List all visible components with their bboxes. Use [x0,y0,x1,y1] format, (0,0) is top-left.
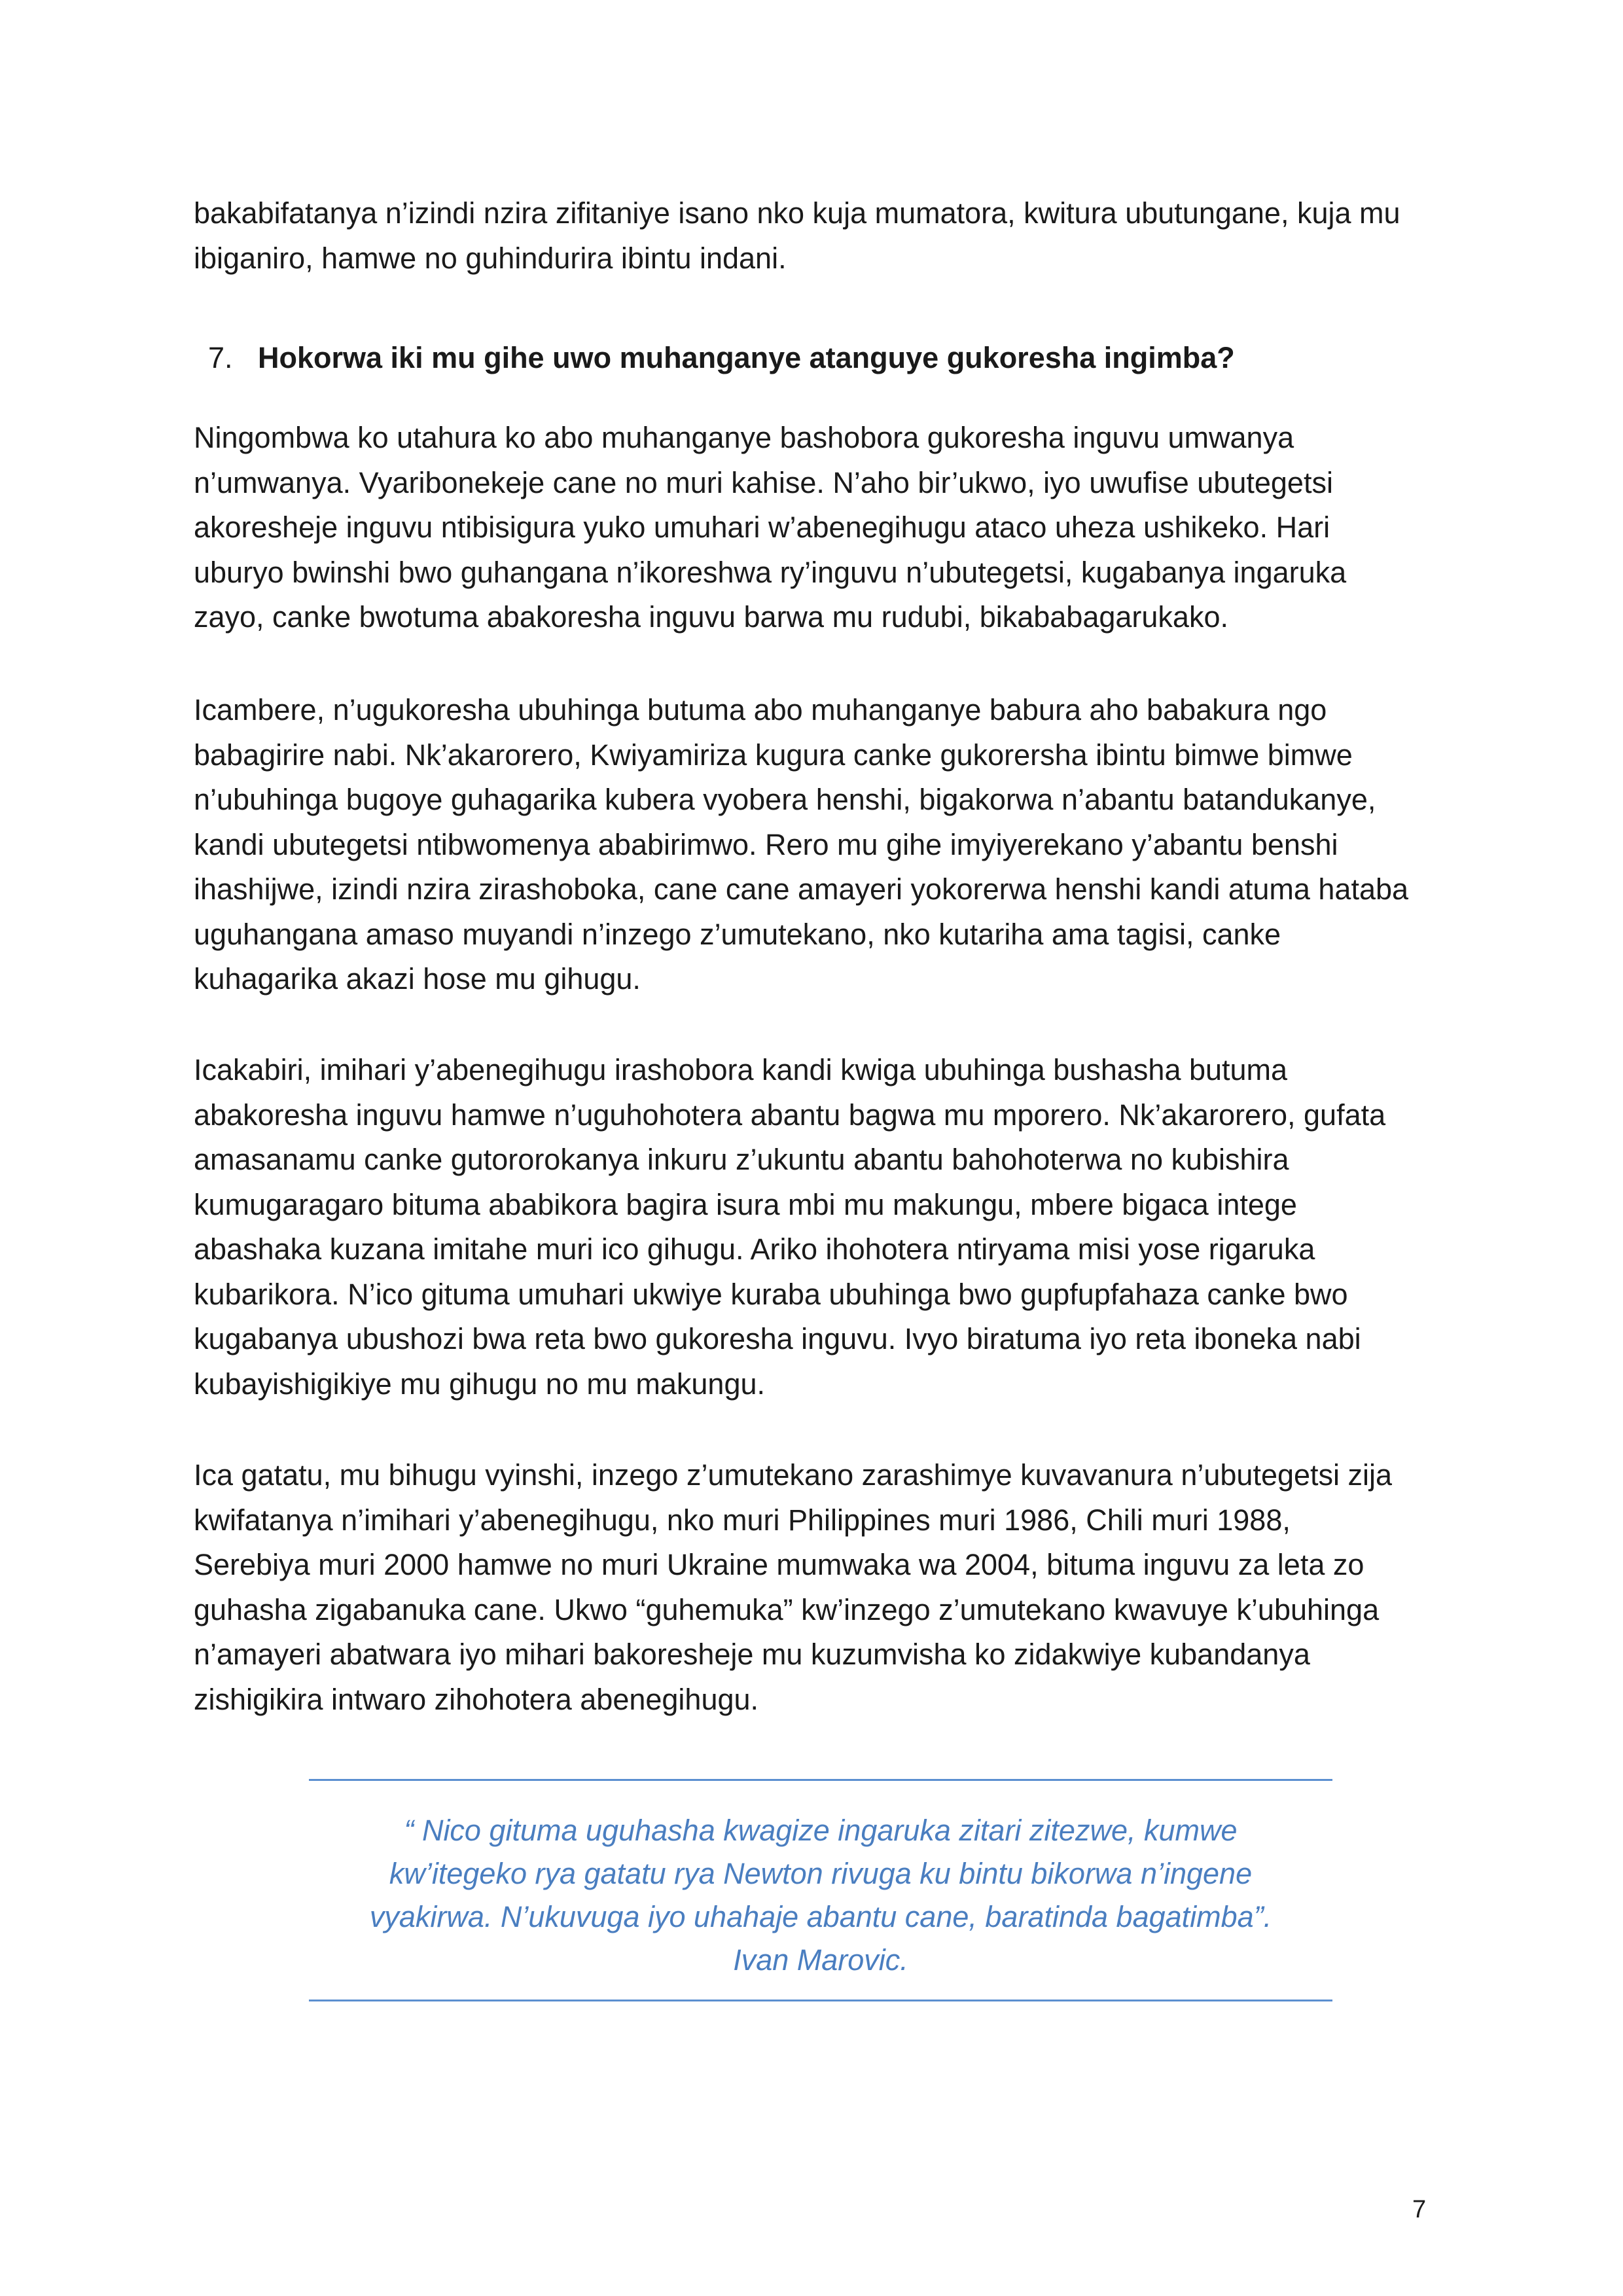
quote-bottom-divider [309,2000,1332,2001]
quote-line: kw’itegeko rya gatatu rya Newton rivuga ku bintu bikorwa n’ingene [389,1857,1253,1890]
quote-author: Ivan Marovic. [733,1943,908,1977]
body-paragraph: Ningombwa ko utahura ko abo muhanganye bashobora gukoresha inguvu umwanya n’umwanya. Vyaribonekeje cane no muri kahise. N’aho bir’ukwo, iyo uwufise ubutegetsi akoresheje inguvu ntibisigura yuko umuhari w’abenegihugu ataco uheza ushikeko. Hari uburyo bwinshi bwo guhangana n’ikoreshwa ry’inguvu n’ubutegetsi, kugabanya ingaruka zayo, canke bwotuma abakoresha inguvu barwa mu rudubi, bikababagarukako. [194,421,1347,634]
pull-quote [309,1809,1332,1982]
page-number: 7 [1412,2196,1427,2223]
intro-paragraph: bakabifatanya n’izindi nzira zifitaniye isano nko kuja mumatora, kwitura ubutungane, kuja mu ibiganiro, hamwe no guhindurira ibintu indani. [194,196,1400,275]
body-paragraph: Icambere, n’ugukoresha ubuhinga butuma abo muhanganye babura aho babakura ngo babagirire nabi. Nk’akarorero, Kwiyamiriza kugura canke gukorersha ibintu bimwe bimwe n’ubuhinga bugoye guhagarika kubera vyobera henshi, bigakorwa n’abantu batandukanye, kandi ubutegetsi ntibwomenya ababirimwo. Rero mu gihe imyiyerekano y’abantu benshi ihashijwe, izindi nzira zirashoboka, cane cane amayeri yokorerwa henshi kandi atuma hataba uguhangana amaso muyandi n’inzego z’umutekano, nko kutariha ama tagisi, canke kuhagarika akazi hose mu gihugu. [194,693,1409,996]
body-paragraph: Icakabiri, imihari y’abenegihugu irashobora kandi kwiga ubuhinga bushasha butuma abakoresha inguvu hamwe n’uguhohotera abantu bagwa mu mporero. Nk’akarorero, gufata amasanamu canke gutororokanya inkuru z’ukuntu abantu bahohoterwa no kubishira kumugaragaro bituma ababikora bagira isura mbi mu makungu, mbere bigaca intege abashaka kuzana imitahe muri ico gihugu. Ariko ihohotera ntiryama misi yose rigaruka kubarikora. N’ico gituma umuhari ukwiye kuraba ubuhinga bwo gupfupfahaza canke bwo kugabanya ubushozi bwa reta bwo gukoresha inguvu. Ivyo biratuma iyo reta iboneka nabi kubayishigikiye mu gihugu no mu makungu. [194,1053,1386,1401]
body-paragraph: Ica gatatu, mu bihugu vyinshi, inzego z’umutekano zarashimye kuvavanura n’ubutegetsi zija kwifatanya n’imihari y’abenegihugu, nko muri Philippines muri 1986, Chili muri 1988, Serebiya muri 2000 hamwe no muri Ukraine mumwaka wa 2004, bituma inguvu za leta zo guhasha zigabanuka cane. Ukwo “guhemuka” kw’inzego z’umutekano kwavuye k’ubuhinga n’amayeri abatwara iyo mihari bakoresheje mu kuzumvisha ko zidakwiye kubandanya zishigikira intwaro zihohotera abenegihugu. [194,1458,1393,1716]
section-heading [208,336,1235,380]
quote-top-divider [309,1779,1332,1781]
quote-line: “ Nico gituma uguhasha kwagize ingaruka zitari zitezwe, kumwe [404,1814,1238,1847]
quote-line: vyakirwa. N’ukuvuga iyo uhahaje abantu cane, baratinda bagatimba”. [369,1900,1272,1933]
section-number: 7. [208,341,233,374]
section-title: Hokorwa iki mu gihe uwo muhanganye atanguye gukoresha ingimba? [258,341,1235,374]
